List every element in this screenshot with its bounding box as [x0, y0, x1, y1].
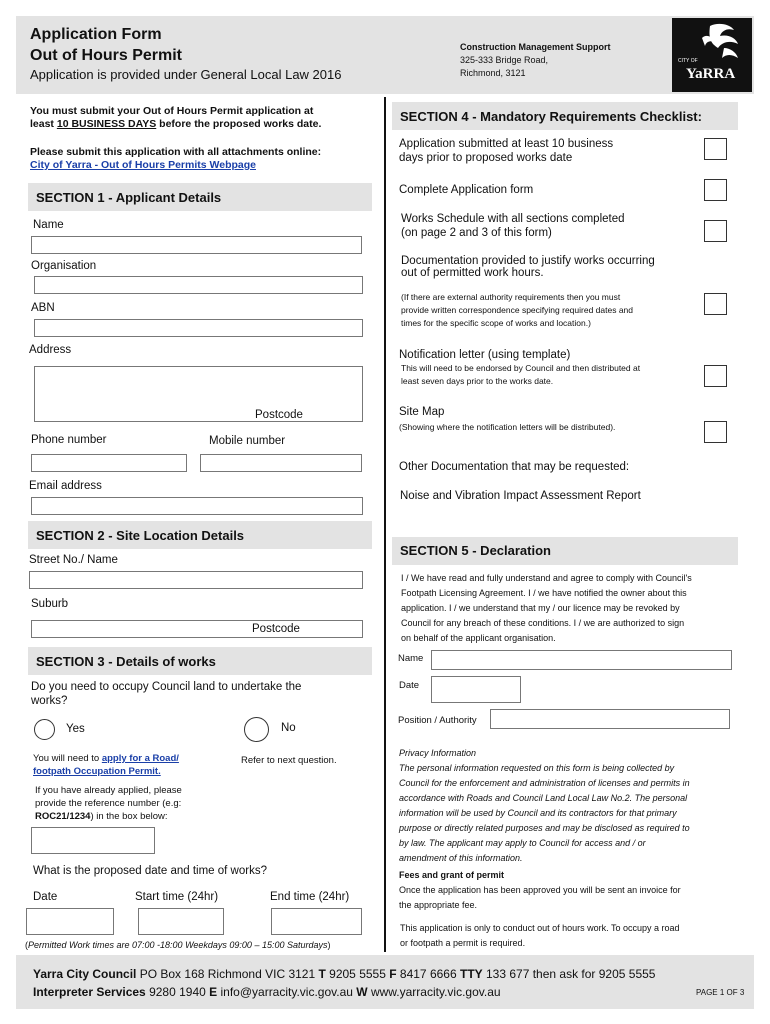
mobile-input[interactable] [200, 454, 362, 472]
checkbox-notification-letter[interactable] [704, 365, 727, 387]
paren-close: ) [327, 940, 331, 950]
checklist-item-application [399, 137, 613, 165]
webpage-link[interactable]: City of Yarra - Out of Hours Permits Webpage [30, 159, 256, 171]
paren-open: ( [25, 940, 28, 950]
footer-tty-label: TTY [459, 967, 483, 981]
footer-email[interactable]: info@yarracity.vic.gov.au [217, 985, 357, 999]
declaration-name-label: Name [398, 653, 424, 664]
reference-example: ROC21/1234 [35, 811, 91, 822]
checklist-item-site-map: Site Map [399, 406, 445, 418]
section3-header: SECTION 3 - Details of works [28, 647, 372, 675]
checklist-item-application-line1: Application submitted at least 10 business [399, 138, 614, 150]
fees-line2: the appropriate fee. [399, 900, 478, 910]
end-time-label: End time (24hr) [270, 891, 350, 903]
declaration-date-input[interactable] [431, 676, 521, 703]
section5-header: SECTION 5 - Declaration [392, 537, 738, 565]
position-input[interactable] [490, 709, 730, 729]
column-divider [384, 97, 386, 952]
scope-text [400, 921, 680, 951]
postcode-label: Postcode [255, 409, 303, 421]
footer-interpreter: 9280 1940 [145, 985, 210, 999]
deadline-note [30, 105, 321, 131]
notif-note-line2: least seven days prior to the works date. [401, 376, 554, 386]
deadline-post: before the proposed works date. [156, 118, 322, 130]
occupation-permit-link-line2[interactable]: footpath Occupation Permit. [33, 766, 161, 777]
notification-note [401, 362, 640, 388]
start-time-label: Start time (24hr) [135, 891, 219, 903]
occupation-permit-link[interactable]: apply for a Road/ [101, 753, 179, 764]
fees-title: Fees and grant of permit [399, 870, 505, 880]
privacy-info [399, 746, 745, 866]
reference-number-input[interactable] [31, 827, 155, 854]
already-applied-note [35, 784, 182, 823]
privacy-line: by law. The applicant may apply to Council for access and / or [399, 838, 646, 848]
yes-label: Yes [66, 723, 85, 735]
date-question: What is the proposed date and time of works? [33, 865, 267, 877]
page-number: PAGE 1 OF 3 [696, 988, 745, 997]
fees-line1: Once the application has been approved you will be sent an invoice for [399, 885, 681, 895]
form-title: Application Form [30, 26, 162, 43]
deadline-least: least [30, 118, 57, 130]
noise-report-label: Noise and Vibration Impact Assessment Report [400, 490, 641, 502]
ext-note-line3: times for the specific scope of works and location.) [401, 318, 591, 328]
start-time-input[interactable] [138, 908, 224, 935]
deadline-days: 10 BUSINESS DAYS [56, 118, 157, 130]
abn-input[interactable] [34, 319, 363, 337]
site-map-note: (Showing where the notification letters will be distributed). [399, 422, 616, 432]
already-line2: provide the reference number (e.g: [35, 798, 182, 809]
date-label: Date [33, 891, 58, 903]
checkbox-works-schedule[interactable] [704, 220, 727, 242]
footer-contact-line2 [33, 985, 501, 999]
logo-city-of: CITY OF [678, 58, 698, 64]
occupy-question-line2: works? [31, 695, 68, 707]
checklist-item-complete-form: Complete Application form [399, 184, 534, 196]
abn-label: ABN [31, 302, 55, 314]
footer-f-label: F [389, 967, 397, 981]
declaration-line: on behalf of the applicant organisation. [401, 633, 556, 643]
other-docs-label: Other Documentation that may be requested: [399, 461, 630, 473]
end-time-input[interactable] [271, 908, 362, 935]
scope-line1: This application is only to conduct out of hours work. To occupy a road [400, 923, 680, 933]
declaration-date-label: Date [399, 680, 420, 691]
checklist-item-works-schedule-line1: Works Schedule with all sections completed [401, 213, 625, 225]
permitted-times-text: Permitted Work times are 07:00 -18:00 Weekdays 09:00 – 15:00 Saturdays [28, 940, 328, 950]
applicant-name-input[interactable] [31, 236, 362, 254]
organisation-label: Organisation [31, 260, 97, 272]
site-postcode-label: Postcode [252, 623, 300, 635]
notif-note-line1: This will need to be endorsed by Council and then distributed at [401, 363, 641, 373]
footer-tty: 133 677 then ask for 9205 5555 [482, 967, 656, 981]
position-label: Position / Authority [398, 715, 477, 726]
suburb-input[interactable] [31, 620, 363, 638]
declaration-line: Footpath Licensing Agreement. I / we have notified the owner about this [401, 588, 687, 598]
checkbox-documentation[interactable] [704, 293, 727, 315]
checkbox-complete-form[interactable] [704, 179, 727, 201]
yarra-logo [672, 18, 752, 92]
privacy-line: The personal information requested on this form is being collected by [399, 763, 675, 773]
footer-contact-line1 [33, 967, 655, 981]
occupy-question-line1: Do you need to occupy Council land to undertake the [31, 681, 302, 693]
org-city: Richmond, 3121 [460, 68, 526, 78]
footer-website[interactable]: www.yarracity.vic.gov.au [367, 985, 501, 999]
already-post: ) in the box below: [90, 811, 168, 822]
checklist-item-notification: Notification letter (using template) [399, 349, 571, 361]
declaration-name-input[interactable] [431, 650, 732, 670]
apply-note [33, 752, 179, 778]
refer-next-note: Refer to next question. [241, 755, 337, 766]
declaration-line: application. I / we understand that my / our licence may be revoked by [401, 603, 680, 613]
suburb-label: Suburb [31, 598, 69, 610]
checklist-item-application-line2: days prior to proposed works date [399, 152, 573, 164]
yes-radio[interactable] [34, 719, 55, 740]
checklist-item-documentation-line1: Documentation provided to justify works occurring [401, 255, 655, 267]
section2-header: SECTION 2 - Site Location Details [28, 521, 372, 549]
footer-po-box: PO Box 168 Richmond VIC 3121 [136, 967, 319, 981]
ext-note-line1: (If there are external authority requirements then you must [401, 292, 621, 302]
org-address: 325-333 Bridge Road, [460, 55, 549, 65]
checklist-item-works-schedule-line2: (on page 2 and 3 of this form) [401, 227, 552, 239]
footer-band [16, 955, 754, 1009]
works-date-input[interactable] [26, 908, 114, 935]
declaration-line: Council for any breach of these conditions. I / we are authorized to sign [401, 618, 685, 628]
mobile-label: Mobile number [209, 435, 286, 447]
checklist-item-documentation [401, 255, 655, 279]
address-label: Address [29, 344, 72, 356]
address-input[interactable] [34, 366, 363, 422]
privacy-line: purpose or directly related purposes and may be disclosed as required to [399, 823, 690, 833]
footer-e-label: E [209, 985, 218, 999]
permitted-times-note [25, 940, 331, 950]
footer-w-label: W [356, 985, 368, 999]
section1-header: SECTION 1 - Applicant Details [28, 183, 372, 211]
phone-label: Phone number [31, 434, 107, 446]
footer-t-label: T [318, 967, 326, 981]
deadline-text: You must submit your Out of Hours Permit application at [30, 105, 314, 117]
checklist-item-documentation-line2: out of permitted work hours. [401, 267, 544, 279]
external-authority-note [401, 291, 633, 330]
email-label: Email address [29, 480, 102, 492]
privacy-title: Privacy Information [399, 748, 477, 758]
checklist-item-works-schedule [401, 212, 625, 240]
fees-text [399, 883, 681, 913]
footer-phone: 9205 5555 [325, 967, 390, 981]
form-subtitle: Application is provided under General Local Law 2016 [30, 67, 342, 82]
ext-note-line2: provide written correspondence specifying required dates and [401, 305, 633, 315]
apply-note-pre: You will need to [33, 753, 102, 764]
checkbox-application-submitted[interactable] [704, 138, 727, 160]
email-input[interactable] [31, 497, 363, 515]
name-label: Name [33, 219, 64, 231]
form-title-permit: Out of Hours Permit [30, 47, 183, 64]
privacy-line: amendment of this information. [399, 853, 523, 863]
privacy-line: Council for the enforcement and administration of licenses and permits in [399, 778, 690, 788]
no-label: No [281, 722, 296, 734]
privacy-line: information will be used by Council and its contractors for that primary [399, 808, 677, 818]
logo-text: YaRRA [686, 66, 736, 82]
occupy-question [31, 680, 301, 708]
phone-input[interactable] [31, 454, 187, 472]
already-line1: If you have already applied, please [35, 785, 182, 796]
street-label: Street No./ Name [29, 554, 118, 566]
privacy-line: accordance with Roads and Council Land Local Law No.2. The personal [399, 793, 688, 803]
section4-header: SECTION 4 - Mandatory Requirements Checklist: [392, 102, 738, 130]
footer-council-name: Yarra City Council [33, 967, 137, 981]
submit-note: Please submit this application with all attachments online: [30, 146, 322, 158]
no-radio[interactable] [244, 717, 269, 742]
checkbox-site-map[interactable] [704, 421, 727, 443]
footer-fax: 8417 6666 [396, 967, 460, 981]
footer-interpreter-label: Interpreter Services [33, 985, 146, 999]
org-name: Construction Management Support [460, 42, 611, 52]
declaration-line: I / We have read and fully understand and agree to comply with Council's [401, 573, 692, 583]
declaration-text [401, 571, 741, 646]
street-input[interactable] [29, 571, 363, 589]
scope-line2: or footpath a permit is required. [400, 938, 526, 948]
organisation-input[interactable] [34, 276, 363, 294]
